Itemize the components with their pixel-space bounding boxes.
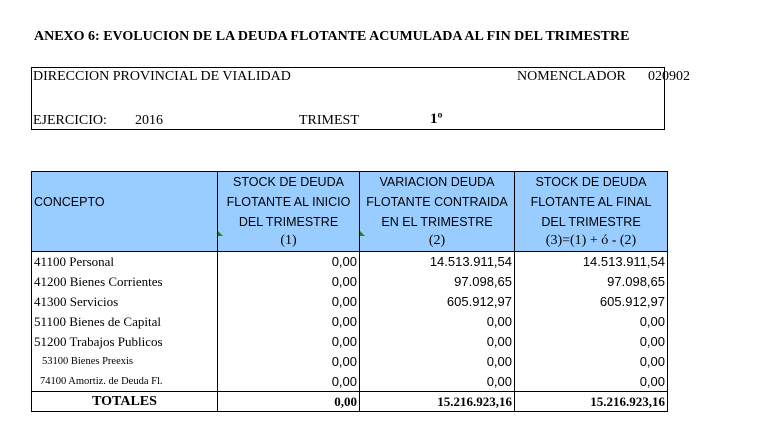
comment-marker-icon (218, 231, 223, 236)
col3-header-line1: STOCK DE DEUDA (515, 172, 668, 192)
row-value-end: 0,00 (515, 332, 668, 352)
totals-row (32, 392, 668, 412)
row-value-end: 0,00 (515, 352, 668, 372)
col3-header-line3: DEL TRIMESTRE (515, 212, 668, 232)
col1-header-line3: DEL TRIMESTRE (218, 212, 360, 232)
col1-header-line1: STOCK DE DEUDA (218, 172, 360, 192)
totals-value-variation: 15.216.923,16 (360, 392, 515, 412)
row-concept: 74100 Amortiz. de Deuda Fl. (32, 372, 218, 392)
row-value-start: 0,00 (218, 312, 360, 332)
row-value-variation: 14.513.911,54 (360, 252, 515, 272)
row-value-variation: 0,00 (360, 372, 515, 392)
table-row (32, 292, 668, 312)
col2-header-line3: EN EL TRIMESTRE (360, 212, 515, 232)
nomenclador-label: NOMENCLADOR (517, 69, 626, 84)
comment-marker-icon (360, 231, 365, 236)
col2-ref: (2) (360, 232, 515, 252)
row-value-start: 0,00 (218, 352, 360, 372)
totals-label: TOTALES (32, 392, 218, 412)
nomenclador-value: 020902 (648, 69, 690, 84)
concept-header: CONCEPTO (32, 192, 218, 212)
entity-name: DIRECCION PROVINCIAL DE VIALIDAD (33, 69, 291, 84)
row-concept: 51200 Trabajos Publicos (32, 332, 218, 352)
row-value-variation: 0,00 (360, 312, 515, 332)
ejercicio-value: 2016 (135, 113, 163, 128)
trimestre-label: TRIMEST (299, 113, 359, 128)
table-row (32, 252, 668, 272)
row-value-start: 0,00 (218, 272, 360, 292)
row-value-start: 0,00 (218, 252, 360, 272)
row-concept: 41100 Personal (32, 252, 218, 272)
row-value-start: 0,00 (218, 372, 360, 392)
page-title: ANEXO 6: EVOLUCION DE LA DEUDA FLOTANTE ACUMULADA AL FIN DEL TRIMESTRE (34, 29, 630, 44)
row-value-start: 0,00 (218, 332, 360, 352)
table-row (32, 332, 668, 352)
totals-value-start: 0,00 (218, 392, 360, 412)
row-value-end: 0,00 (515, 372, 668, 392)
concept-header-bottom (32, 232, 218, 252)
col3-header-line2: FLOTANTE AL FINAL (515, 192, 668, 212)
row-concept: 41300 Servicios (32, 292, 218, 312)
table-row (32, 312, 668, 332)
row-value-variation: 605.912,97 (360, 292, 515, 312)
concept-header-spacer (32, 212, 218, 232)
row-value-end: 14.513.911,54 (515, 252, 668, 272)
table-row (32, 352, 668, 372)
col1-ref: (1) (218, 232, 360, 252)
row-concept: 53100 Bienes Preexis (32, 352, 218, 372)
totals-value-end: 15.216.923,16 (515, 392, 668, 412)
ejercicio-label: EJERCICIO: (33, 113, 107, 128)
row-value-start: 0,00 (218, 292, 360, 312)
trimestre-value: 1º (430, 111, 443, 127)
debt-table (31, 171, 668, 412)
row-value-variation: 0,00 (360, 352, 515, 372)
row-value-variation: 0,00 (360, 332, 515, 352)
col2-header-line1: VARIACION DEUDA (360, 172, 515, 192)
concept-header-cell (32, 172, 218, 192)
row-value-variation: 97.098,65 (360, 272, 515, 292)
row-value-end: 0,00 (515, 312, 668, 332)
table-row (32, 372, 668, 392)
col1-header-line2: FLOTANTE AL INICIO (218, 192, 360, 212)
row-concept: 41200 Bienes Corrientes (32, 272, 218, 292)
row-concept: 51100 Bienes de Capital (32, 312, 218, 332)
col3-ref: (3)=(1) + ó - (2) (515, 232, 668, 252)
row-value-end: 605.912,97 (515, 292, 668, 312)
col2-header-line2: FLOTANTE CONTRAIDA (360, 192, 515, 212)
table-row (32, 272, 668, 292)
row-value-end: 97.098,65 (515, 272, 668, 292)
